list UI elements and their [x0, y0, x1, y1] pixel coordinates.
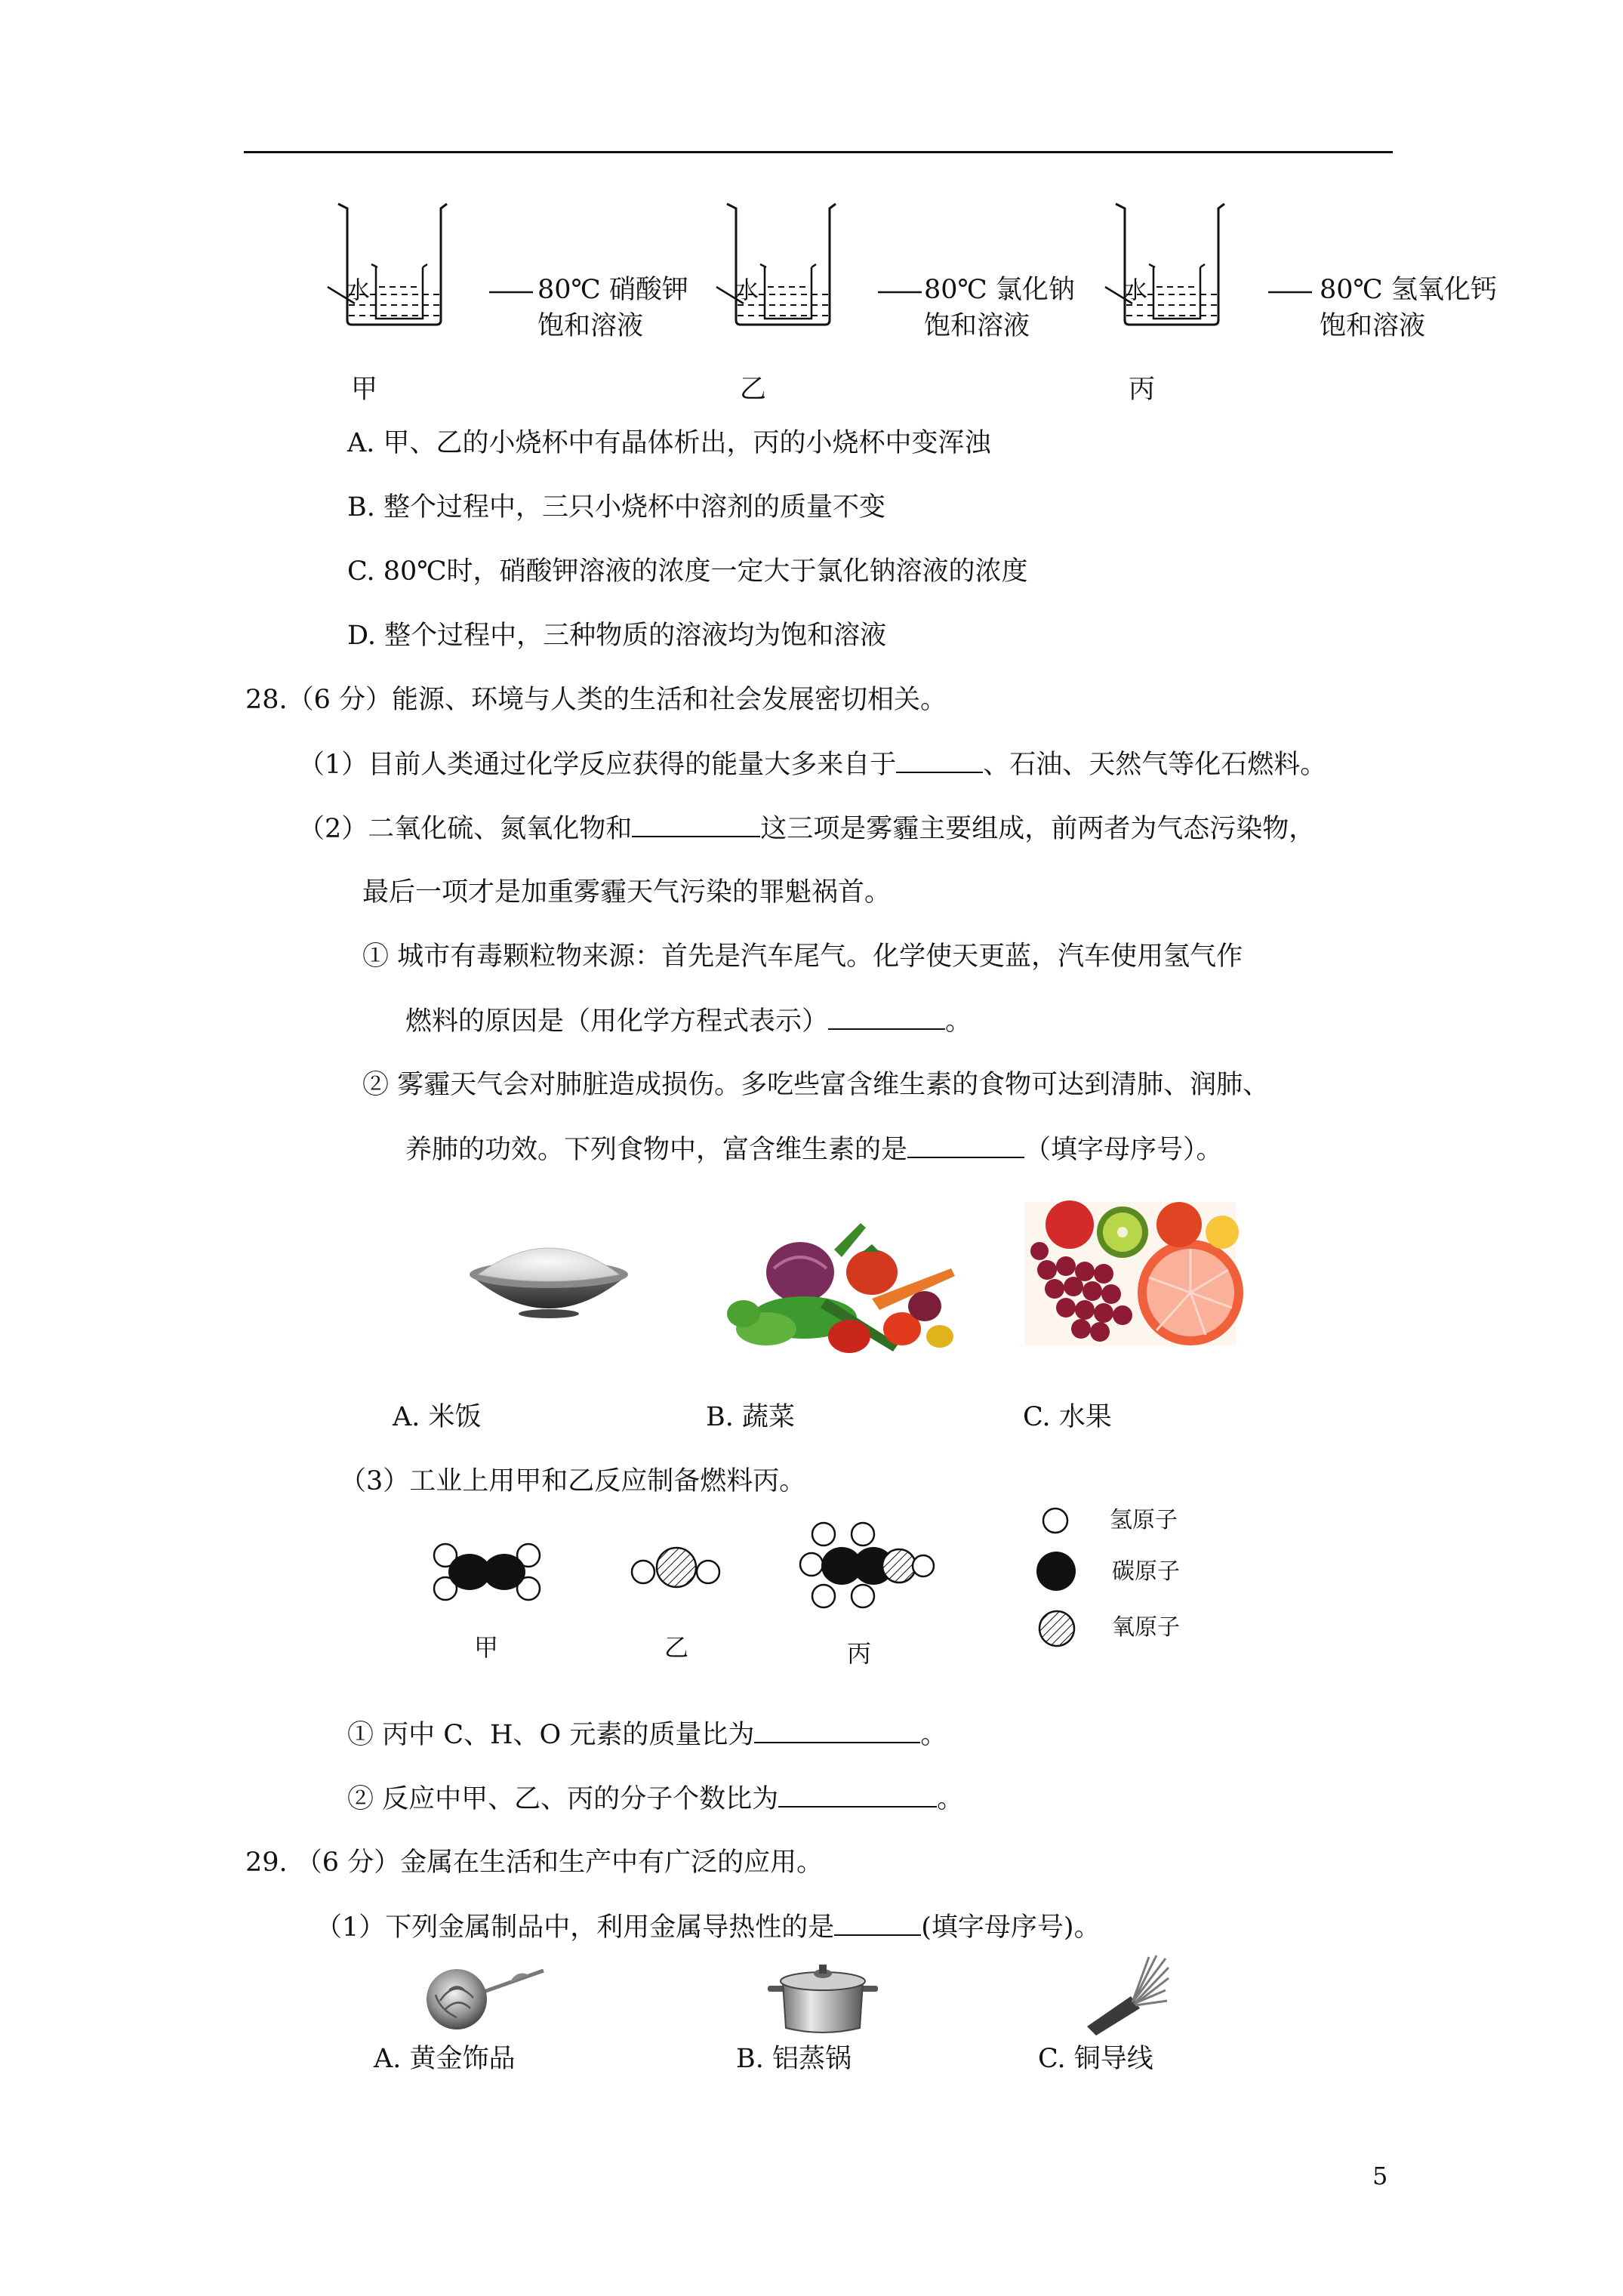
q28-sub1-post: 。: [945, 1006, 972, 1037]
fruits-image: [1024, 1202, 1236, 1345]
q28-part1-post: 、石油、天然气等化石燃料。: [983, 750, 1327, 780]
q28-part2-line2: 最后一项才是加重雾霾天气污染的罪魁祸首。: [362, 877, 892, 908]
beaker-caption-line1: 80℃ 硝酸钾: [537, 275, 688, 305]
q28-sub3-2-post: 。: [937, 1784, 964, 1814]
q28-part2-pre: （2）二氧化硫、氮氧化物和: [298, 814, 633, 844]
answer-blank[interactable]: [632, 810, 760, 837]
beaker-inner-label: 水: [346, 276, 371, 304]
answer-blank[interactable]: [896, 746, 983, 773]
legend-oxygen: 氧原子: [1112, 1614, 1180, 1641]
q28-sub1-line1: ① 城市有毒颗粒物来源：首先是汽车尾气。化学使天更蓝，汽车使用氢气作: [362, 942, 1243, 972]
beaker-inner-label: 水: [735, 276, 759, 304]
header-rule: [244, 151, 1393, 153]
leader-line: [878, 291, 923, 294]
beaker-caption-line1: 80℃ 氯化钠: [924, 275, 1075, 305]
hydrogen-atom-legend-icon: [1040, 1505, 1070, 1536]
q28-sub2-pre: 养肺的功效。下列食物中，富含维生素的是: [405, 1135, 908, 1165]
q27-option-a: A. 甲、乙的小烧杯中有晶体析出，丙的小烧杯中变浑浊: [347, 428, 991, 458]
oxygen-atom-legend-icon: [1036, 1608, 1077, 1649]
beaker-caption-line1: 80℃ 氢氧化钙: [1320, 275, 1497, 305]
leader-line: [489, 291, 534, 294]
molecule-bing-diagram: [796, 1518, 936, 1616]
carbon-atom-legend-icon: [1034, 1549, 1078, 1593]
beaker-name: 丙: [1129, 374, 1156, 405]
beaker-inner-label: 水: [1123, 276, 1148, 304]
answer-blank[interactable]: [907, 1131, 1024, 1158]
beaker-name: 甲: [351, 374, 378, 405]
metal-label-c: C. 铜导线: [1038, 2044, 1153, 2074]
food-label-b: B. 蔬菜: [706, 1402, 795, 1432]
beaker-name: 乙: [740, 374, 767, 405]
q28-sub3-1-post: 。: [920, 1720, 947, 1750]
q28-sub2-line1: ② 雾霾天气会对肺脏造成损伤。多吃些富含维生素的食物可达到清肺、润肺、: [362, 1070, 1270, 1100]
beaker-caption-line2: 饱和溶液: [924, 311, 1030, 341]
q28-sub3-1-pre: ① 丙中 C、H、O 元素的质量比为: [347, 1720, 755, 1750]
q28-sub2-post: （填字母序号）。: [1024, 1135, 1223, 1165]
answer-blank[interactable]: [754, 1716, 920, 1743]
metal-label-a: A. 黄金饰品: [374, 2044, 516, 2074]
beaker-diagram-bing: [1102, 198, 1268, 330]
food-label-c: C. 水果: [1023, 1402, 1112, 1432]
q28-sub3-1: [347, 1716, 947, 1753]
answer-blank[interactable]: [834, 1909, 921, 1936]
molecule-label-jia: 甲: [474, 1633, 499, 1662]
q29-part1-post: (填字母序号)。: [921, 1912, 1101, 1943]
answer-blank[interactable]: [778, 1780, 937, 1808]
aluminum-pot-image: [766, 1955, 879, 2039]
gold-rose-image: [419, 1955, 547, 2039]
beaker-diagram-yi: [713, 198, 879, 330]
beaker-caption-line2: 饱和溶液: [1320, 311, 1426, 341]
q27-option-d: D. 整个过程中，三种物质的溶液均为饱和溶液: [347, 621, 887, 651]
leader-line: [1268, 291, 1313, 294]
q28-part1-pre: （1）目前人类通过化学反应获得的能量大多来自于: [298, 750, 897, 780]
q28-sub3-2-pre: ② 反应中甲、乙、丙的分子个数比为: [347, 1784, 779, 1814]
molecule-yi-diagram: [627, 1540, 725, 1601]
q29-part1-pre: （1）下列金属制品中，利用金属导热性的是: [316, 1912, 835, 1943]
q28-part1: [298, 746, 1326, 783]
q27-option-c: C. 80℃时，硝酸钾溶液的浓度一定大于氯化钠溶液的浓度: [347, 556, 1028, 587]
page-number: 5: [1372, 2162, 1388, 2190]
q29-stem: 29. （6 分）金属在生活和生产中有广泛的应用。: [245, 1848, 824, 1878]
q28-sub1-pre: 燃料的原因是（用化学方程式表示）: [405, 1006, 829, 1037]
q28-stem: 28.（6 分）能源、环境与人类的生活和社会发展密切相关。: [245, 685, 947, 715]
q28-part2: [298, 810, 1315, 847]
answer-blank[interactable]: [828, 1003, 945, 1030]
q28-part3: （3）工业上用甲和乙反应制备燃料丙。: [340, 1466, 806, 1496]
beaker-diagram-jia: [325, 198, 491, 330]
beaker-caption-line2: 饱和溶液: [537, 311, 644, 341]
molecule-label-yi: 乙: [664, 1633, 689, 1662]
legend-carbon: 碳原子: [1112, 1558, 1180, 1585]
q28-sub3-2: [347, 1780, 963, 1817]
q27-option-b: B. 整个过程中，三只小烧杯中溶剂的质量不变: [347, 492, 885, 522]
q28-sub2-line2: [405, 1131, 1223, 1168]
food-label-a: A. 米饭: [393, 1402, 482, 1432]
copper-wire-image: [1081, 1954, 1172, 2037]
legend-hydrogen: 氢原子: [1110, 1507, 1178, 1533]
q28-part2-post: 这三项是雾霾主要组成，前两者为气态污染物，: [760, 814, 1316, 844]
rice-bowl-image: [462, 1229, 636, 1327]
metal-label-b: B. 铝蒸锅: [736, 2044, 852, 2074]
molecule-jia-diagram: [423, 1534, 551, 1610]
molecule-label-bing: 丙: [847, 1639, 872, 1668]
q29-part1: [316, 1909, 1101, 1946]
q28-sub1-line2: [405, 1003, 972, 1040]
vegetables-image: [721, 1216, 962, 1359]
